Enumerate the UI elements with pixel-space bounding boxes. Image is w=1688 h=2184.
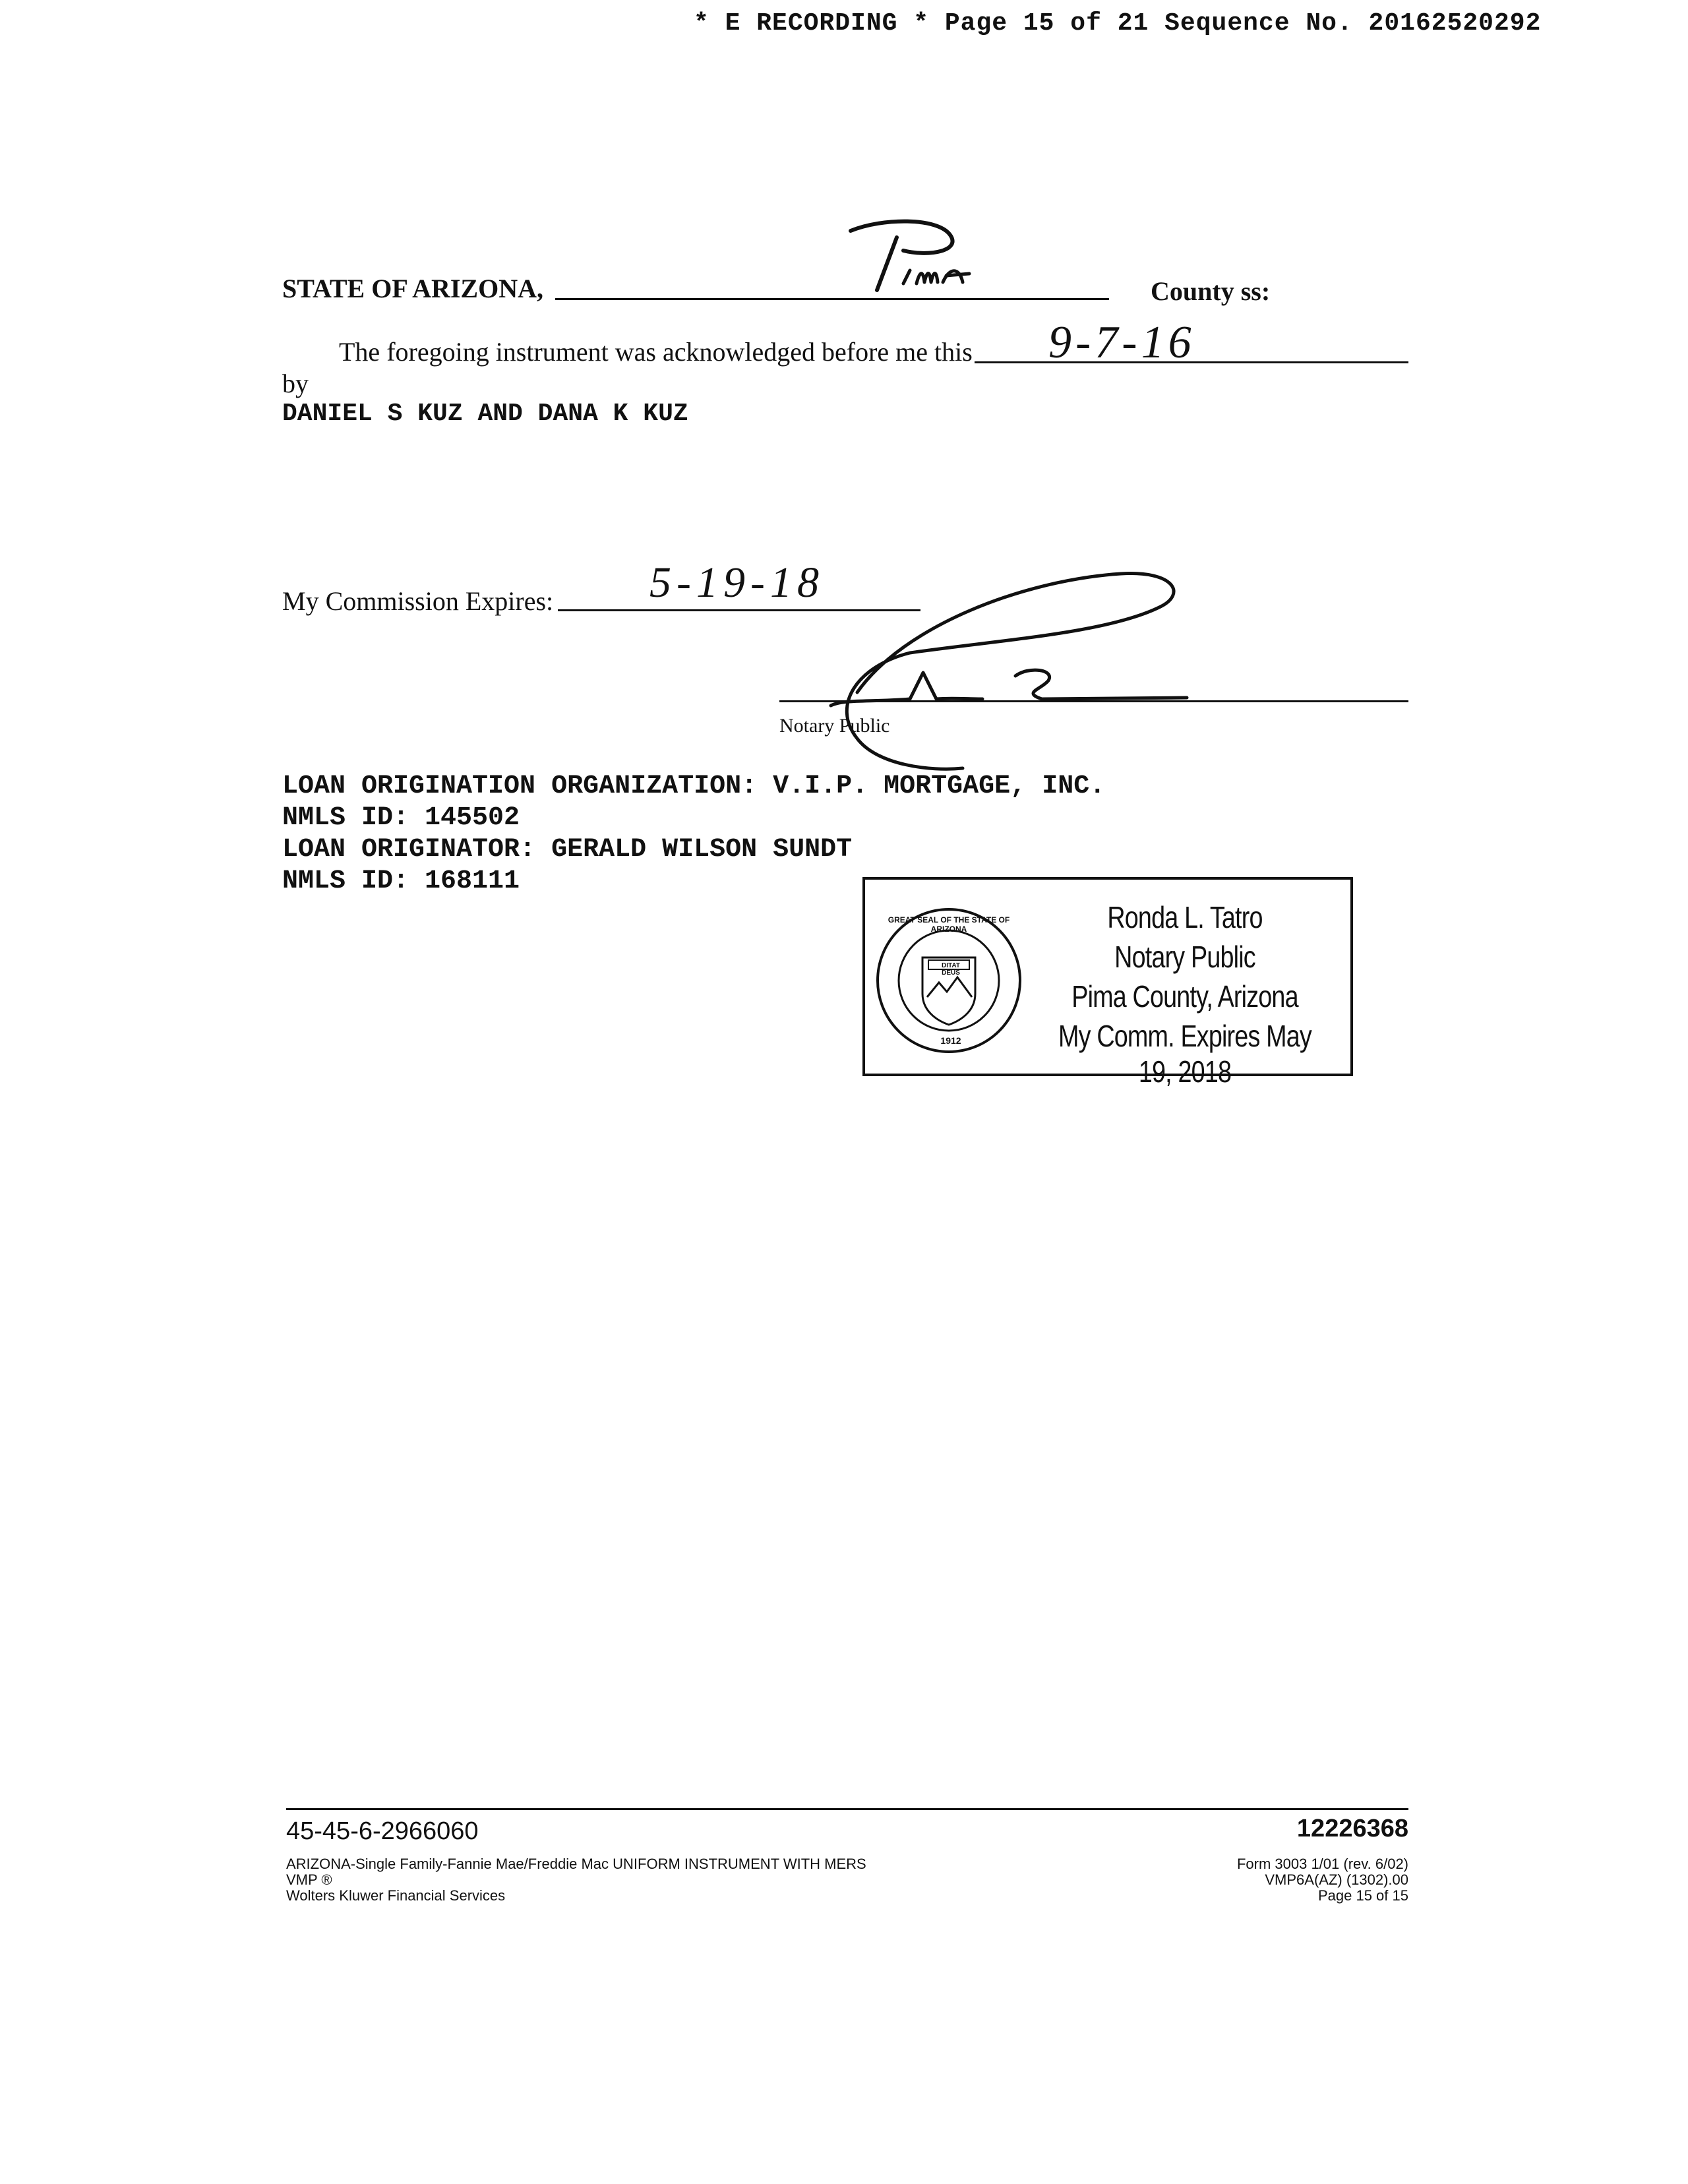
stamp-expires: My Comm. Expires May 19, 2018 bbox=[1058, 1019, 1311, 1089]
loan-org-line: LOAN ORIGINATION ORGANIZATION: V.I.P. MORTGAGE, INC. bbox=[282, 772, 1106, 801]
county-handwriting-stroke bbox=[831, 204, 1029, 303]
seal-text: GREAT SEAL OF THE STATE OF ARIZONA bbox=[888, 915, 1010, 934]
form-number: Form 3003 1/01 (rev. 6/02) bbox=[1236, 1856, 1408, 1872]
notary-caption: Notary Public bbox=[779, 715, 890, 737]
doc-number: 12226368 bbox=[1296, 1815, 1408, 1842]
loan-originator-line: LOAN ORIGINATOR: GERALD WILSON SUNDT bbox=[282, 835, 853, 864]
by-label: by bbox=[282, 369, 309, 398]
footer-rule bbox=[286, 1808, 1408, 1810]
stamp-county: Pima County, Arizona bbox=[1071, 979, 1298, 1014]
seal-year: 1912 bbox=[940, 1035, 961, 1046]
seal-motto: DITAT DEUS bbox=[942, 962, 960, 977]
commission-handwritten: 5-19-18 bbox=[649, 559, 824, 607]
stamp-name: Ronda L. Tatro bbox=[1107, 900, 1263, 934]
publisher: Wolters Kluwer Financial Services bbox=[286, 1887, 506, 1904]
county-label: County ss: bbox=[1151, 276, 1271, 306]
page-label: Page 15 of 15 bbox=[1317, 1887, 1408, 1904]
loan-number: 45-45-6-2966060 bbox=[286, 1817, 479, 1845]
commission-label: My Commission Expires: bbox=[282, 586, 554, 616]
date-handwritten: 9-7-16 bbox=[1048, 317, 1195, 368]
loan-originator-nmls: NMLS ID: 168111 bbox=[282, 866, 520, 896]
notary-stamp bbox=[862, 877, 1353, 1089]
loan-org-nmls: NMLS ID: 145502 bbox=[282, 803, 520, 833]
stamp-title: Notary Public bbox=[1114, 940, 1255, 974]
notary-signature bbox=[804, 541, 1213, 778]
form-code: VMP6A(AZ) (1302).00 bbox=[1265, 1871, 1408, 1888]
signers: DANIEL S KUZ AND DANA K KUZ bbox=[282, 400, 688, 428]
form-title: ARIZONA-Single Family-Fannie Mae/Freddie Mac UNIFORM INSTRUMENT WITH MERS bbox=[286, 1856, 866, 1872]
vmp-mark: VMP ® bbox=[286, 1871, 332, 1888]
state-label: STATE OF ARIZONA, bbox=[282, 274, 543, 303]
recording-banner: * E RECORDING * Page 15 of 21 Sequence No. 20162520292 bbox=[694, 9, 1542, 38]
foregoing-text: The foregoing instrument was acknowledged before me this bbox=[339, 337, 973, 367]
